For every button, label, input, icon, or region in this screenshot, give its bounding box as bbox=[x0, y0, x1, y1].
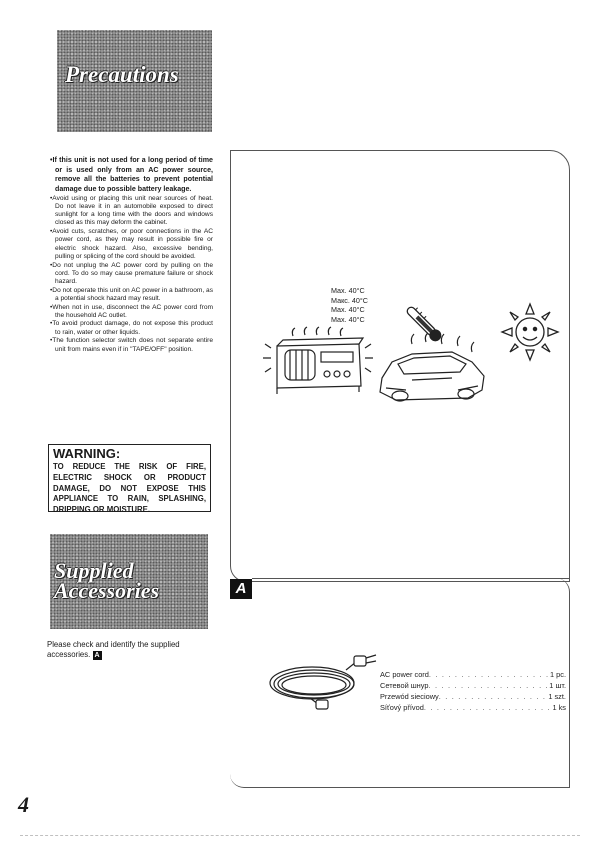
accessory-name: AC power cord bbox=[380, 670, 429, 679]
precaution-item: •Avoid cuts, scratches, or poor connections in the AC power cord, as they may result in possible fire or electric shock hazard. Also, excessive bending, pulling or splicing of the cord should be avoided. bbox=[50, 228, 213, 260]
accessory-qty: 1 шт. bbox=[549, 681, 566, 690]
sun-icon bbox=[498, 300, 562, 364]
accessory-panel-border bbox=[252, 578, 570, 579]
temperature-labels bbox=[331, 286, 368, 324]
accessories-header bbox=[50, 534, 208, 629]
warning-title: WARNING: bbox=[53, 446, 121, 461]
accessory-row bbox=[380, 680, 566, 691]
accessories-note-marker: A bbox=[94, 652, 100, 659]
precaution-item: •Avoid using or placing this unit near sources of heat. Do not leave it in an automobile exposed to direct sunlight for a long time with the doors and windows closed as this may deform the cabinet. bbox=[50, 194, 213, 227]
precaution-item: •If this unit is not used for a long period of time or is used only from an AC power source, remove all the batteries to prevent potential damage due to possible battery leakage. bbox=[50, 156, 213, 193]
accessories-note bbox=[47, 640, 213, 660]
accessories-title-line2: Accessories bbox=[54, 578, 160, 603]
precaution-item: •Do not operate this unit on AC power in a bathroom, as a potential shock hazard may result. bbox=[50, 286, 213, 302]
leader-dots bbox=[428, 680, 547, 691]
precautions-title: Precautions bbox=[65, 62, 179, 87]
page-number: 4 bbox=[18, 792, 29, 817]
leader-dots bbox=[424, 702, 551, 713]
accessory-name: Przewód sieciowy bbox=[380, 692, 439, 701]
leader-dots bbox=[439, 691, 547, 702]
temperature-label: Макс. 40°C bbox=[331, 295, 368, 305]
temperature-label: Max. 40°C bbox=[331, 305, 365, 314]
page-bottom-rule bbox=[20, 835, 580, 836]
precaution-item: •When not in use, disconnect the AC power cord from the household AC outlet. bbox=[50, 303, 213, 319]
accessory-name: Сетевой шнур bbox=[380, 681, 429, 690]
panel-marker: A bbox=[230, 579, 252, 599]
power-cord-icon bbox=[266, 652, 378, 710]
temperature-label: Max. 40°C bbox=[331, 286, 365, 295]
accessory-row bbox=[380, 691, 566, 702]
warning-box bbox=[48, 444, 211, 515]
precaution-item: •Do not unplug the AC power cord by pulling on the cord. To do so may cause premature failure or shock hazard. bbox=[50, 261, 213, 285]
warning-text: TO REDUCE THE RISK OF FIRE, ELECTRIC SHOCK OR PRODUCT DAMAGE, DO NOT EXPOSE THIS APPLIANCE TO RAIN, SPLASHING, DRIPPING OR MOISTURE. bbox=[53, 462, 206, 515]
accessory-list bbox=[380, 669, 566, 713]
accessories-note-text: Please check and identify the supplied accessories. bbox=[47, 640, 180, 659]
temperature-label: Max. 40°C bbox=[331, 314, 365, 324]
accessory-row bbox=[380, 702, 566, 713]
accessories-title-line1: Supplied bbox=[54, 558, 134, 583]
accessory-name: Síťový přívod bbox=[380, 703, 424, 712]
accessory-qty: 1 ks bbox=[552, 703, 566, 712]
precautions-header bbox=[57, 30, 212, 132]
radio-icon bbox=[263, 326, 373, 400]
precautions-list bbox=[50, 156, 213, 354]
leader-dots bbox=[429, 669, 548, 680]
precaution-item: •To avoid product damage, do not expose this product to rain, water or other liquids. bbox=[50, 320, 213, 336]
accessory-row bbox=[380, 669, 566, 680]
accessory-qty: 1 szt. bbox=[548, 692, 566, 701]
car-icon bbox=[372, 332, 492, 406]
accessory-qty: 1 pc. bbox=[549, 670, 566, 679]
precaution-item: •The function selector switch does not separate entire unit from mains even if in "TAPE/OFF" position. bbox=[50, 337, 213, 353]
